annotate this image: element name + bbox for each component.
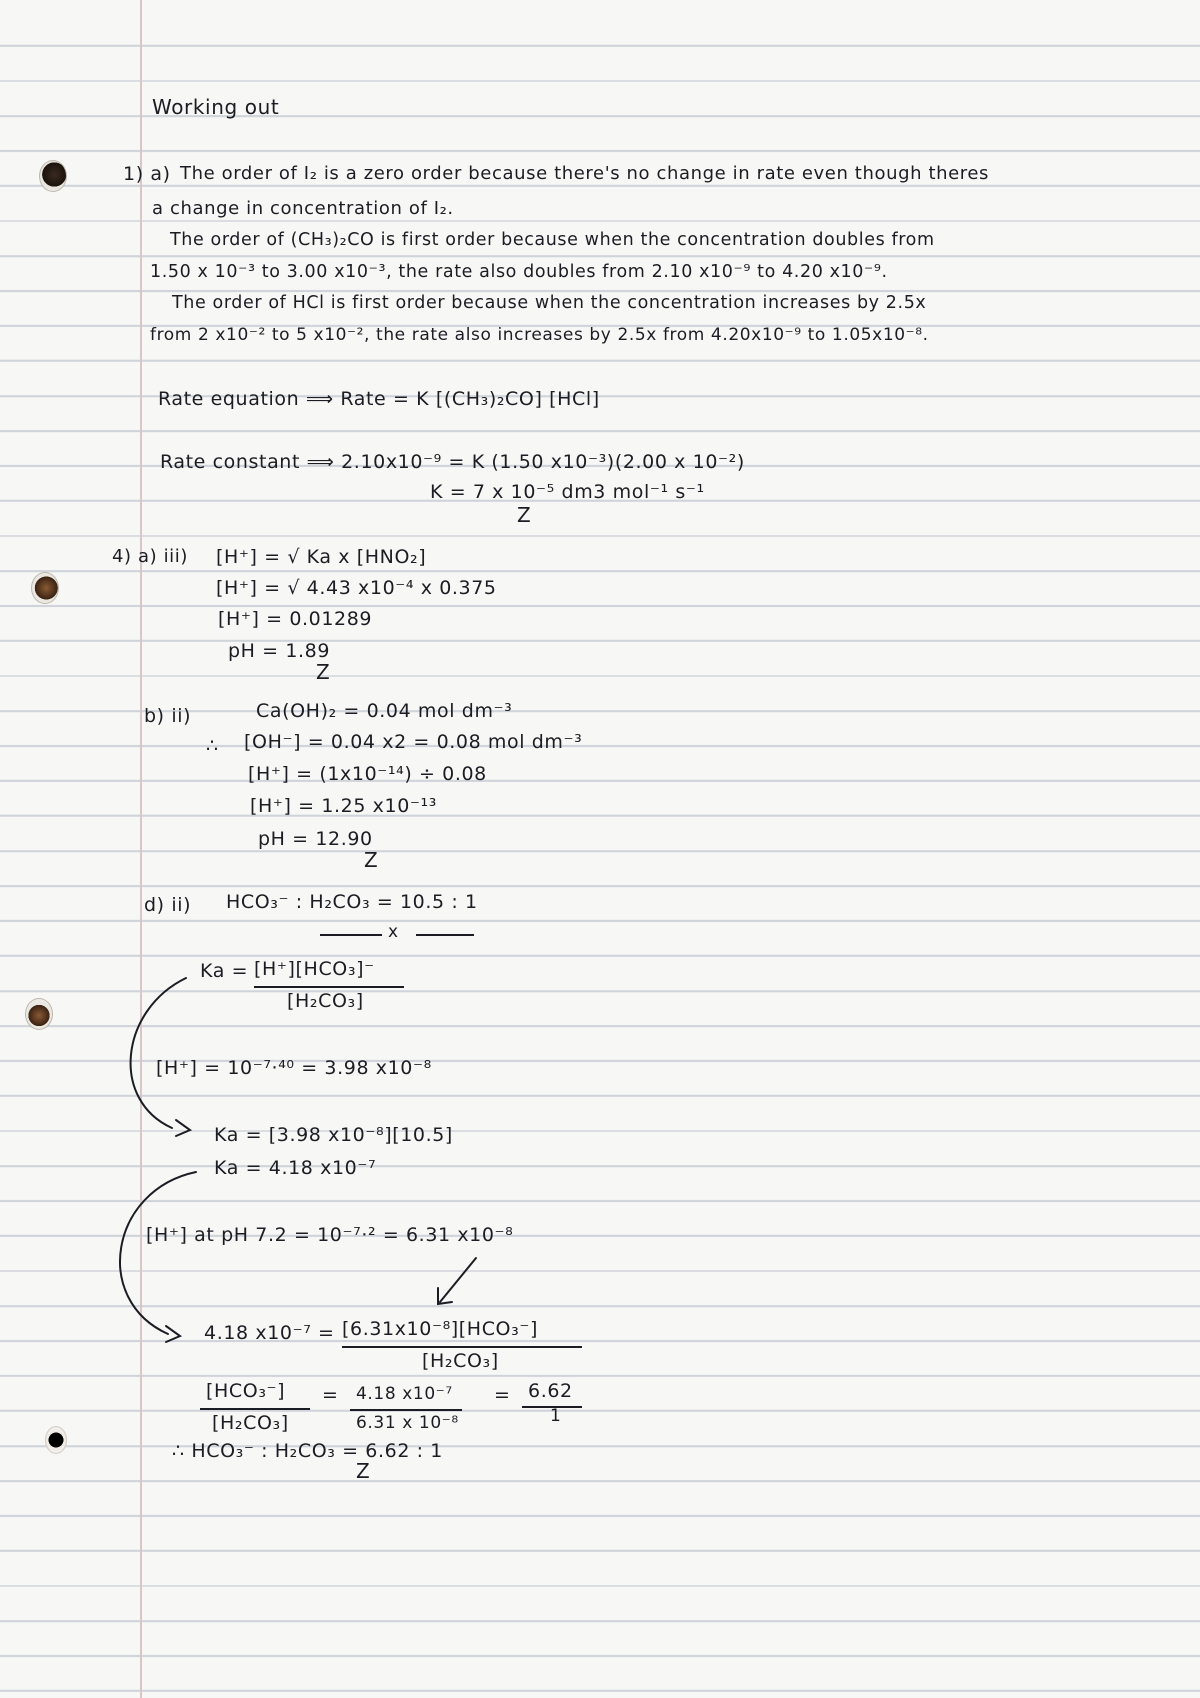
ka-denominator: [H₂CO₃] [287,990,364,1012]
q4a-label: 4) a) iii) [112,546,188,567]
eq-numerator: [6.31x10⁻⁸][HCO₃⁻] [342,1318,538,1340]
q1-line-3: The order of (CH₃)₂CO is first order because when the concentration doubles from [170,230,935,250]
ratio-line: HCO₃⁻ : H₂CO₃ = 10.5 : 1 [226,891,478,913]
q4b-line-2: [OH⁻] = 0.04 x2 = 0.08 mol dm⁻³ [244,731,583,753]
q4d-label: d) ii) [144,894,192,916]
q1-line-2: a change in concentration of I₂. [152,198,454,219]
q4b-label: b) ii) [144,705,192,727]
separator-right [416,934,474,936]
eq-fraction-bar [342,1346,582,1348]
frac2-denominator: 6.31 x 10⁻⁸ [356,1413,459,1433]
q4a-line-2: [H⁺] = √ 4.43 x10⁻⁴ x 0.375 [216,577,497,599]
q4b-line-5: pH = 12.90 [258,828,373,850]
q1-mark: Z [517,503,532,527]
ka-lhs: Ka = [200,960,249,982]
frac3-denominator: 1 [550,1406,562,1426]
eq-denominator: [H₂CO₃] [422,1350,499,1372]
frac-bar [200,1408,310,1410]
ka-numerator: [H⁺][HCO₃]⁻ [254,958,375,980]
k-value: K = 7 x 10⁻⁵ dm3 mol⁻¹ s⁻¹ [430,481,705,503]
punch-hole-top [39,160,67,192]
rate-constant: Rate constant ⟹ 2.10x10⁻⁹ = K (1.50 x10⁻³)(2.00 x 10⁻²) [160,451,745,473]
frac-numerator: [HCO₃⁻] [206,1380,286,1402]
frac2-bar [350,1409,462,1411]
frac-equals-2: = [494,1384,511,1406]
separator-mark: x [388,922,399,942]
q1-line-5: The order of HCl is first order because when the concentration increases by 2.5x [172,293,927,313]
q1-line-6: from 2 x10⁻² to 5 x10⁻², the rate also increases by 2.5x from 4.20x10⁻⁹ to 1.05x10⁻⁸. [150,325,929,345]
q4b-mark: Z [364,848,379,872]
punch-hole-2 [31,572,59,604]
frac-denominator: [H₂CO₃] [212,1412,289,1434]
q4b-line-1: Ca(OH)₂ = 0.04 mol dm⁻³ [256,700,513,722]
h-concentration: [H⁺] = 10⁻⁷·⁴⁰ = 3.98 x10⁻⁸ [156,1057,432,1079]
q4b-line-3: [H⁺] = (1x10⁻¹⁴) ÷ 0.08 [248,763,487,785]
ka-fraction-bar [254,986,404,988]
h-at-ph: [H⁺] at pH 7.2 = 10⁻⁷·² = 6.31 x10⁻⁸ [146,1224,514,1246]
q1-label: 1) a) [123,163,171,185]
frac3-numerator: 6.62 [528,1380,573,1402]
q4b-line-4: [H⁺] = 1.25 x10⁻¹³ [250,795,437,817]
q1-line-4: 1.50 x 10⁻³ to 3.00 x10⁻³, the rate also doubles from 2.10 x10⁻⁹ to 4.20 x10⁻⁹. [150,262,888,282]
punch-hole-3 [25,998,53,1030]
separator-left [320,934,382,936]
punch-hole-bottom [45,1426,67,1454]
q4a-line-3: [H⁺] = 0.01289 [218,608,373,630]
final-ratio: ∴ HCO₃⁻ : H₂CO₃ = 6.62 : 1 [172,1440,443,1462]
q4a-line-4: pH = 1.89 [228,640,331,662]
q4a-line-1: [H⁺] = √ Ka x [HNO₂] [216,546,427,568]
rate-equation: Rate equation ⟹ Rate = K [(CH₃)₂CO] [HCl] [158,388,600,410]
ka-substitution: Ka = [3.98 x10⁻⁸][10.5] [214,1124,453,1146]
q4d-mark: Z [356,1459,371,1483]
eq-lhs: 4.18 x10⁻⁷ = [204,1322,335,1344]
q4a-mark: Z [316,660,331,684]
therefore-symbol: ∴ [206,735,219,757]
margin-line [140,0,142,1698]
page-heading: Working out [152,95,280,119]
q1-line-1: The order of I₂ is a zero order because there's no change in rate even though theres [180,163,990,184]
ka-value: Ka = 4.18 x10⁻⁷ [214,1157,377,1179]
frac2-numerator: 4.18 x10⁻⁷ [356,1384,453,1404]
frac-equals: = [322,1384,339,1406]
